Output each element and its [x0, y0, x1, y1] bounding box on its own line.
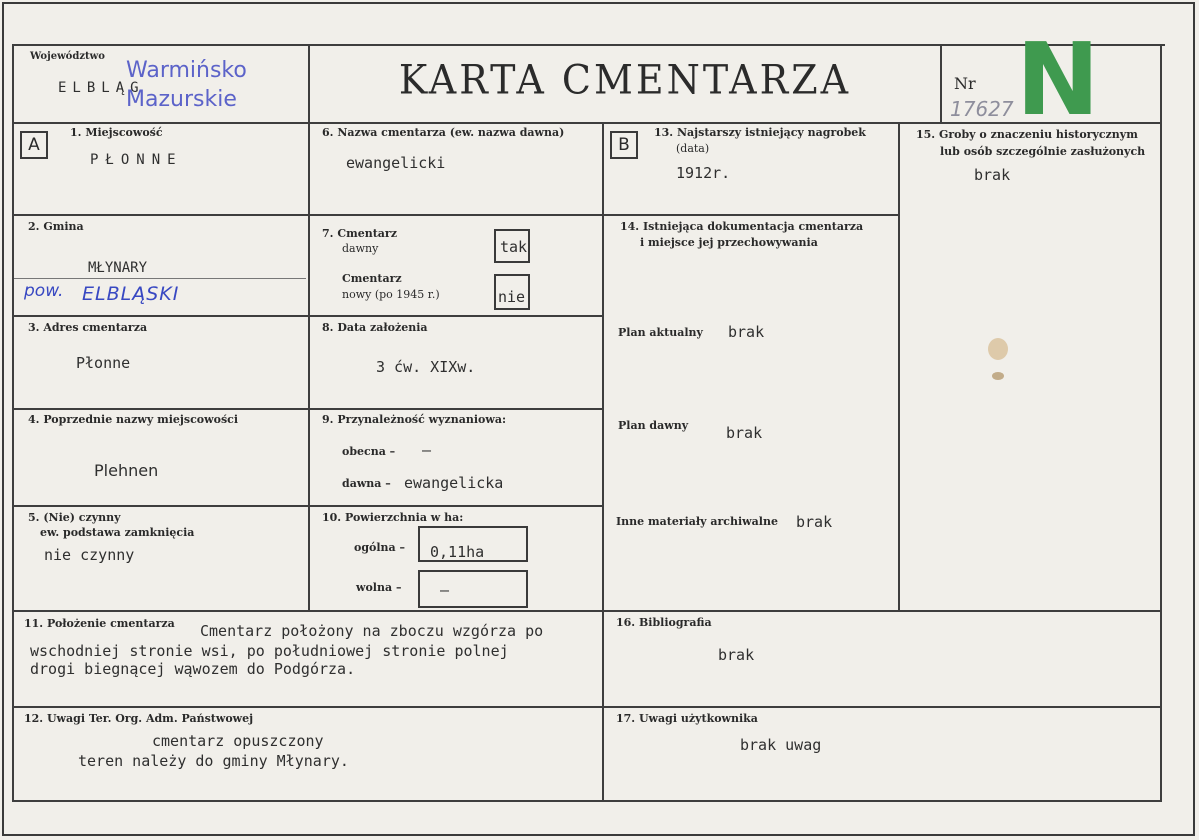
f7-dawny-value: tak	[500, 238, 528, 256]
f2-hand-prefix: pow.	[24, 281, 64, 301]
nr-value: 17627	[950, 97, 1014, 121]
f10-ogolna-label: ogólna –	[354, 541, 405, 554]
f10-wolna-box	[418, 570, 528, 608]
f16-label: 16. Bibliografia	[616, 616, 712, 629]
row-line-b13	[602, 214, 900, 216]
col-divider-15	[898, 122, 900, 612]
f9-obecna-value: —	[422, 441, 432, 459]
inne-label: Inne materiały archiwalne	[616, 515, 778, 528]
f7-nowy-value: nie	[498, 288, 526, 306]
wojewodztwo-value: ELBLĄG	[58, 80, 145, 96]
f12-label: 12. Uwagi Ter. Org. Adm. Państwowej	[24, 712, 254, 725]
f2-hand-value: ELBLĄSKI	[82, 283, 180, 305]
f11-label: 11. Położenie cmentarza	[24, 617, 175, 630]
f11-line3: drogi biegnącej wąwozem do Podgórza.	[30, 660, 356, 678]
f15-label-2: lub osób szczególnie zasłużonych	[940, 145, 1146, 158]
f5-value: nie czynny	[44, 546, 135, 564]
plan-aktualny-value: brak	[728, 323, 765, 341]
f1-value: PŁONNE	[90, 152, 183, 168]
paper-stain	[988, 338, 1008, 360]
f9-obecna-label: obecna –	[342, 445, 396, 458]
row-line-1	[12, 214, 604, 216]
f6-value: ewangelicki	[346, 154, 446, 172]
nr-label: Nr	[954, 74, 976, 93]
f9-label: 9. Przynależność wyznaniowa:	[322, 413, 507, 426]
f16-value: brak	[718, 646, 755, 664]
f14-label-1: 14. Istniejąca dokumentacja cmentarza	[620, 220, 864, 233]
region-stamp-line1: Warmińsko	[126, 58, 247, 83]
header-divider	[12, 122, 1162, 124]
f17-label: 17. Uwagi użytkownika	[616, 712, 758, 725]
f15-label-1: 15. Groby o znaczeniu historycznym	[916, 128, 1138, 141]
gmina-underline	[14, 278, 306, 279]
f8-label: 8. Data założenia	[322, 321, 428, 334]
f5-label-1: 5. (Nie) czynny	[28, 511, 121, 524]
row-line-5	[12, 610, 1162, 612]
col-divider-b	[602, 122, 604, 802]
f3-label: 3. Adres cmentarza	[28, 321, 148, 334]
f7-label-4: nowy (po 1945 r.)	[342, 288, 440, 301]
row-line-3	[12, 408, 604, 410]
f2-value: MŁYNARY	[88, 260, 148, 276]
f10-ogolna-value: 0,11ha	[430, 543, 485, 561]
frame-left	[12, 44, 14, 802]
f10-label: 10. Powierzchnia w ha:	[322, 511, 464, 524]
paper-stain	[992, 372, 1004, 380]
plan-dawny-label: Plan dawny	[618, 419, 689, 432]
plan-aktualny-label: Plan aktualny	[618, 326, 703, 339]
f3-value: Płonne	[76, 354, 131, 372]
f1-label: 1. Miejscowość	[70, 126, 163, 139]
f4-value: Plehnen	[94, 461, 159, 480]
f6-label: 6. Nazwa cmentarza (ew. nazwa dawna)	[322, 126, 565, 139]
f11-line2: wschodniej stronie wsi, po południowej stronie polnej	[30, 642, 509, 660]
category-letter: N	[1016, 21, 1100, 138]
row-line-2	[12, 315, 604, 317]
f9-dawna-value: ewangelicka	[404, 474, 504, 492]
f12-line1: cmentarz opuszczony	[152, 732, 324, 750]
f7-label-2: dawny	[342, 242, 379, 255]
f17-value: brak uwag	[740, 736, 822, 754]
header-col-1	[308, 44, 310, 610]
page-title: KARTA CMENTARZA	[398, 56, 852, 104]
f15-value: brak	[974, 166, 1011, 184]
f5-label-2: ew. podstawa zamknięcia	[40, 526, 195, 539]
f4-label: 4. Poprzednie nazwy miejscowości	[28, 413, 239, 426]
f14-label-2: i miejsce jej przechowywania	[640, 236, 818, 249]
f7-label-1: 7. Cmentarz	[322, 227, 397, 240]
f10-wolna-label: wolna –	[356, 581, 402, 594]
row-line-6	[12, 706, 1162, 708]
section-b-badge: B	[610, 131, 638, 159]
section-a-badge: A	[20, 131, 48, 159]
wojewodztwo-label: Województwo	[30, 51, 105, 62]
f10-wolna-value: —	[440, 581, 450, 599]
f13-value: 1912r.	[676, 164, 731, 182]
row-line-4	[12, 505, 604, 507]
region-stamp-line2: Mazurskie	[126, 87, 237, 112]
f13-label-2: (data)	[676, 142, 710, 155]
frame-top	[12, 44, 1165, 46]
f12-line2: teren należy do gminy Młynary.	[78, 752, 349, 770]
frame-right	[1160, 44, 1162, 802]
f9-dawna-label: dawna –	[342, 477, 391, 490]
f7-label-3: Cmentarz	[342, 272, 402, 285]
plan-dawny-value: brak	[726, 424, 763, 442]
f11-line1: Cmentarz położony na zboczu wzgórza po	[200, 622, 544, 640]
inne-value: brak	[796, 513, 833, 531]
header-col-2	[940, 44, 942, 124]
f2-label: 2. Gmina	[28, 220, 84, 233]
frame-bottom	[12, 800, 1161, 802]
f13-label-1: 13. Najstarszy istniejący nagrobek	[654, 126, 866, 139]
f8-value: 3 ćw. XIXw.	[376, 358, 476, 376]
